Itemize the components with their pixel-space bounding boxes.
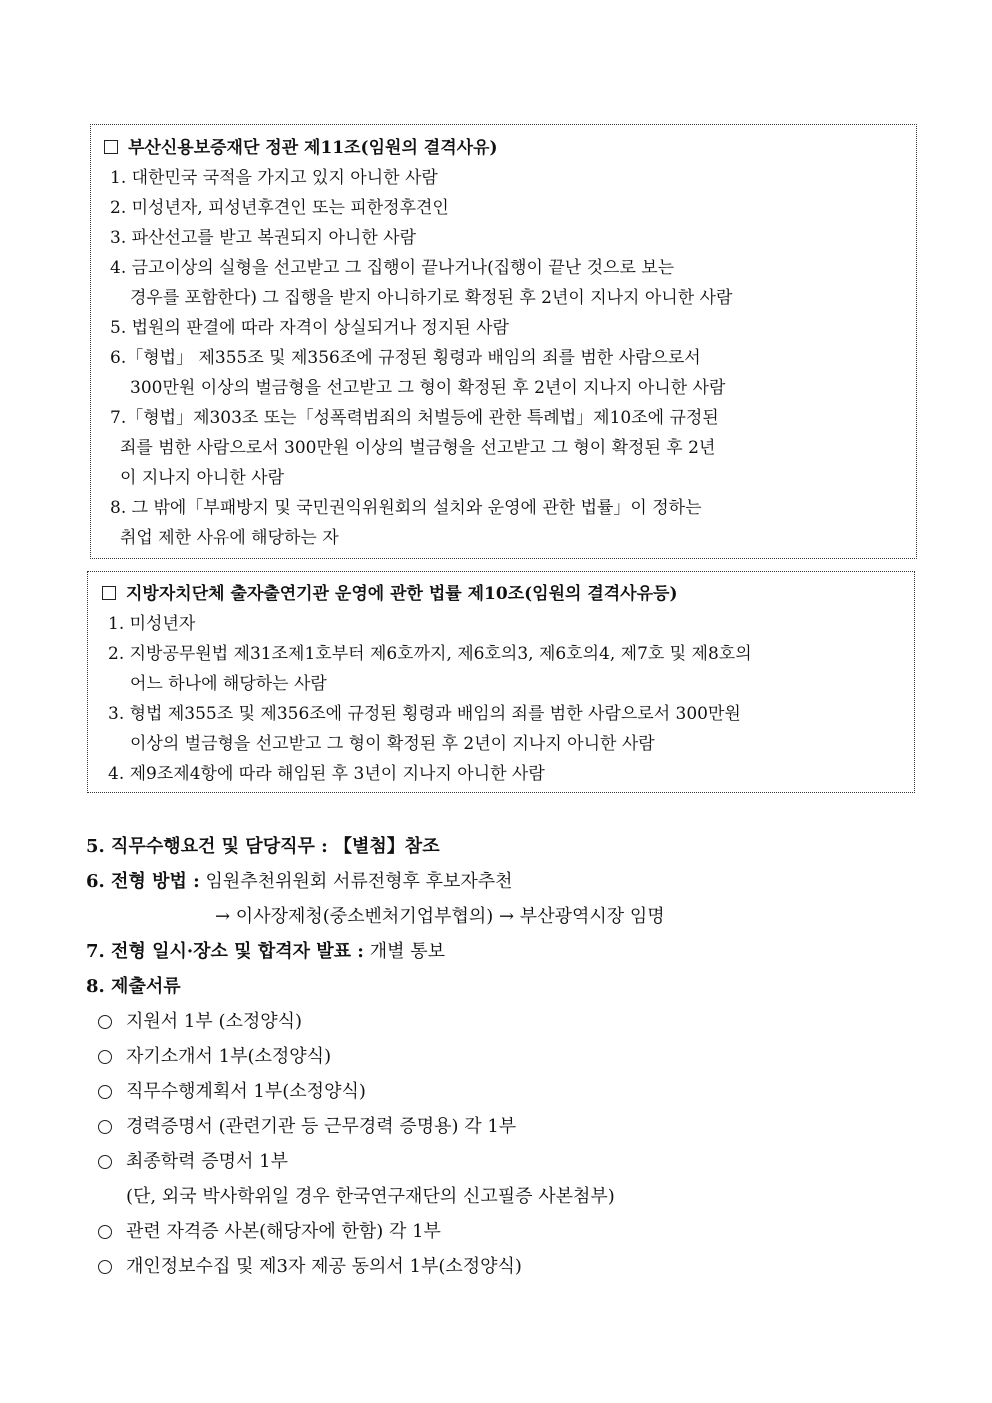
box1-item-cont: 취업 제한 사유에 해당하는 자: [120, 528, 339, 548]
box1-item: 4. 금고이상의 실형을 선고받고 그 집행이 끝나거나(집행이 끝난 것으로 보는: [110, 258, 675, 278]
box2-item-cont: 이상의 벌금형을 선고받고 그 형이 확정된 후 2년이 지나지 아니한 사람: [130, 734, 655, 754]
box2-item-cont: 어느 하나에 해당하는 사람: [130, 674, 327, 694]
document-item: [98, 1116, 516, 1138]
checkbox-icon: [104, 140, 118, 154]
document-item: [98, 1221, 441, 1243]
section-7-row: [86, 941, 445, 963]
box2-item: 1. 미성년자: [108, 614, 196, 634]
section-5-heading: 5. 직무수행요건 및 담당직무 : 【별첨】참조: [86, 836, 440, 857]
section-6-heading: 6. 전형 방법 :: [86, 871, 200, 892]
box1-item-cont: 300만원 이상의 벌금형을 선고받고 그 형이 확정된 후 2년이 지나지 아니한 사람: [130, 378, 726, 398]
articles-box-foundation: [90, 124, 917, 559]
section-6-text: 임원추천위원회 서류전형후 후보자추천: [205, 871, 513, 892]
document-item: [98, 1256, 522, 1278]
box1-item-cont: 경우를 포함한다) 그 집행을 받지 아니하기로 확정된 후 2년이 지나지 아니한 사람: [130, 288, 733, 308]
box1-item: 8. 그 밖에「부패방지 및 국민권익위원회의 설치와 운영에 관한 법률」이 정하는: [110, 498, 702, 518]
document-label: 자기소개서 1부(소정양식): [126, 1046, 332, 1067]
checkbox-icon: [102, 586, 116, 600]
box2-item: 2. 지방공무원법 제31조제1호부터 제6호까지, 제6호의3, 제6호의4, 제7호 및 제8호의: [108, 644, 752, 664]
document-note: (단, 외국 박사학위일 경우 한국연구재단의 신고필증 사본첨부): [126, 1186, 615, 1207]
document-label: 개인정보수집 및 제3자 제공 동의서 1부(소정양식): [126, 1256, 522, 1277]
section-8-heading: 8. 제출서류: [86, 976, 181, 997]
box2-item: 3. 형법 제355조 및 제356조에 규정된 횡령과 배임의 죄를 범한 사람으로서 300만원: [108, 704, 741, 724]
document-label: 지원서 1부 (소정양식): [126, 1011, 303, 1032]
document-item: [98, 1011, 302, 1033]
box1-item: 6.「형법」 제355조 및 제356조에 규정된 횡령과 배임의 죄를 범한 사람으로서: [110, 348, 701, 368]
box2-title-row: [102, 583, 678, 605]
document-label: 직무수행계획서 1부(소정양식): [126, 1081, 366, 1102]
box1-item: 3. 파산선고를 받고 복권되지 아니한 사람: [110, 228, 416, 248]
document-label: 관련 자격증 사본(해당자에 한함) 각 1부: [126, 1221, 441, 1242]
box1-item-cont: 죄를 범한 사람으로서 300만원 이상의 벌금형을 선고받고 그 형이 확정된 후 2년: [120, 438, 716, 458]
box1-item: 2. 미성년자, 피성년후견인 또는 피한정후견인: [110, 198, 449, 218]
circle-bullet-icon: [98, 1155, 112, 1169]
section-6-row: [86, 871, 513, 893]
box1-item: 5. 법원의 판결에 따라 자격이 상실되거나 정지된 사람: [110, 318, 509, 338]
box1-title: 부산신용보증재단 정관 제11조(임원의 결격사유): [128, 138, 498, 158]
circle-bullet-icon: [98, 1050, 112, 1064]
box2-title: 지방자치단체 출자출연기관 운영에 관한 법률 제10조(임원의 결격사유등): [126, 584, 678, 604]
section-6-continuation: → 이사장제청(중소벤처기업부협의) → 부산광역시장 임명: [215, 906, 665, 927]
section-7-heading: 7. 전형 일시·장소 및 합격자 발표 :: [86, 941, 364, 962]
document-label: 경력증명서 (관련기관 등 근무경력 증명용) 각 1부: [126, 1116, 517, 1137]
circle-bullet-icon: [98, 1015, 112, 1029]
box1-item: 1. 대한민국 국적을 가지고 있지 아니한 사람: [110, 168, 438, 188]
document-item: [98, 1151, 288, 1173]
box2-item: 4. 제9조제4항에 따라 해임된 후 3년이 지나지 아니한 사람: [108, 764, 545, 784]
box1-item: 7.「형법」제303조 또는「성폭력범죄의 처벌등에 관한 특례법」제10조에 규정된: [110, 408, 719, 428]
section-7-text: 개별 통보: [369, 941, 445, 962]
document-item: [98, 1046, 331, 1068]
circle-bullet-icon: [98, 1085, 112, 1099]
circle-bullet-icon: [98, 1225, 112, 1239]
circle-bullet-icon: [98, 1260, 112, 1274]
document-label: 최종학력 증명서 1부: [126, 1151, 288, 1172]
box1-item-cont: 이 지나지 아니한 사람: [120, 468, 285, 488]
box1-title-row: [104, 137, 498, 159]
circle-bullet-icon: [98, 1120, 112, 1134]
document-item: [98, 1081, 366, 1103]
